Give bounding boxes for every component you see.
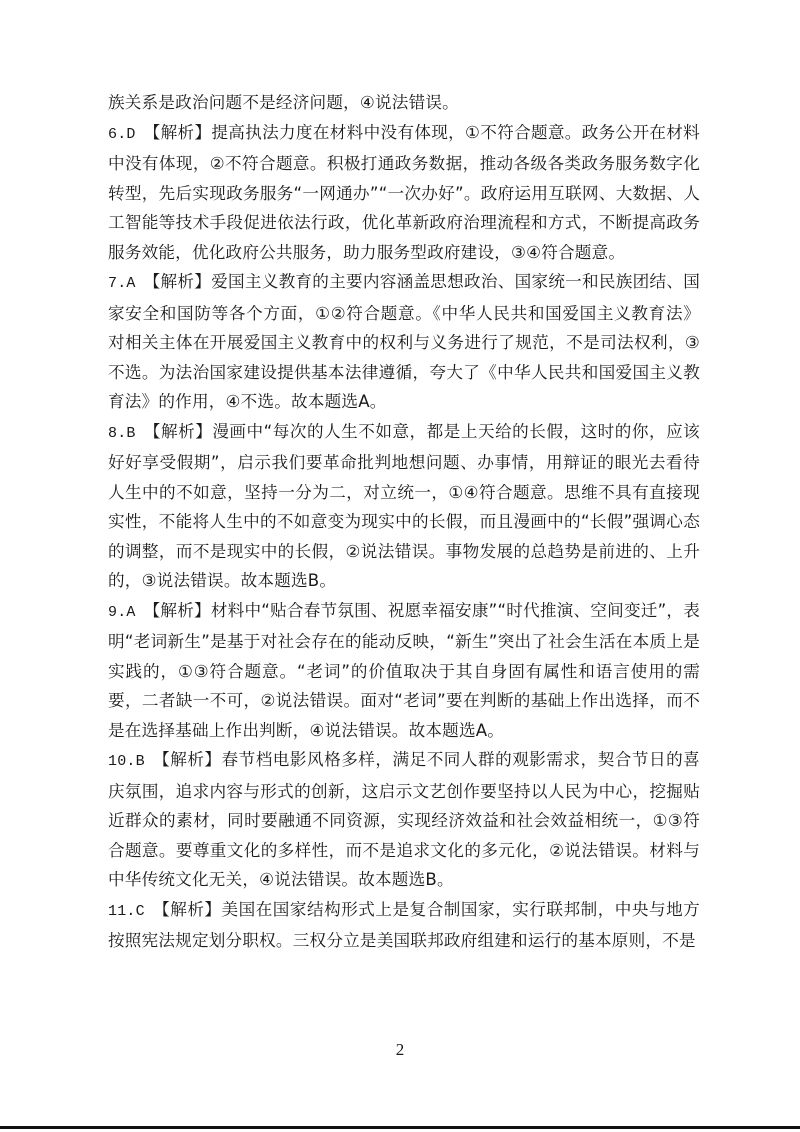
question-number: 10.B xyxy=(108,753,145,770)
explanation-text: 材料中“贴合春节氛围、祝愿幸福安康”“时代推演、空间变迁”，表明“老词新生”是基于对社会存在的能动反映，“新生”突出了社会生活在本质上是实践的，①③符合题意。“老词”的价值取决于其自身固有属性和语言使用的需要，二者缺一不可，②说法错误。面对“老词”要在判断的基础上作出选择，而不是在选择基础上作出判断，④说法错误。故本题选A。 xyxy=(108,600,700,740)
question-number: 8.B xyxy=(108,424,136,442)
explanation-text: 春节档电影风格多样，满足不同人群的观影需求，契合节日的喜庆氛围，追求内容与形式的创新，这启示文艺创作要坚持以人民为中心，挖掘贴近群众的素材，同时要融通不同资源，实现经济效益和社会效益相统一，①③符合题意。要尊重文化的多样性，而不是追求文化的多元化，②说法错误。材料与中华传统文化无关，④说法错误。故本题选B。 xyxy=(108,750,700,889)
explanation-text: 爱国主义教育的主要内容涵盖思想政治、国家统一和民族团结、国家安全和国防等各个方面，①②符合题意。《中华人民共和国爱国主义教育法》对相关主体在开展爱国主义教育中的权利与义务进行了规范，不是司法权利，③不选。为法治国家建设提供基本法律遵循，夸大了《中华人民共和国爱国主义教育法》的作用，④不选。故本题选A。 xyxy=(108,272,700,411)
analysis-tag: 【解析】 xyxy=(143,122,212,142)
question-number: 6.D xyxy=(108,125,136,143)
bottom-divider xyxy=(0,1126,800,1129)
explanation-item-8 xyxy=(108,417,700,596)
question-number: 9.A xyxy=(108,603,136,621)
analysis-tag: 【解析】 xyxy=(143,421,213,441)
analysis-tag: 【解析】 xyxy=(143,272,212,291)
analysis-tag: 【解析】 xyxy=(152,750,222,769)
explanation-item-7 xyxy=(108,267,700,417)
analysis-tag: 【解析】 xyxy=(152,899,222,919)
explanation-item-10 xyxy=(108,745,700,895)
explanation-text: 美国在国家结构形式上是复合制国家，实行联邦制，中央与地方按照宪法规定划分职权。三权分立是美国联邦政府组建和运行的基本原则，不是 xyxy=(108,899,700,950)
explanation-item-11 xyxy=(108,895,700,956)
answer-explanations xyxy=(108,88,700,956)
explanation-text: 漫画中“每次的人生不如意，都是上天给的长假，这时的你，应该好好享受假期”，启示我们要革命批判地想问题、办事情，用辩证的眼光去看待人生中的不如意，坚持一分为二，对立统一，①④符合题意。思维不具有直接现实性，不能将人生中的不如意变为现实中的长假，而且漫画中的“长假”强调心态的调整，而不是现实中的长假，②说法错误。事物发展的总趋势是前进的、上升的，③说法错误。故本题选B。 xyxy=(108,421,700,590)
question-number: 11.C xyxy=(108,902,145,920)
continuation-paragraph: 族关系是政治问题不是经济问题，④说法错误。 xyxy=(108,93,459,112)
explanation-text: 提高执法力度在材料中没有体现，①不符合题意。政务公开在材料中没有体现，②不符合题意。积极打通政务数据，推动各级各类政务服务数字化转型，先后实现政务服务“一网通办”“一次办好”。政府运用互联网、大数据、人工智能等技术手段促进依法行政，优化革新政府治理流程和方式，不断提高政务服务效能，优化政府公共服务，助力服务型政府建设，③④符合题意。 xyxy=(108,122,700,262)
explanation-item-9 xyxy=(108,596,700,746)
analysis-tag: 【解析】 xyxy=(143,600,211,620)
explanation-item-6 xyxy=(108,118,700,268)
page-number: 2 xyxy=(395,1040,405,1059)
question-number: 7.A xyxy=(108,275,136,292)
